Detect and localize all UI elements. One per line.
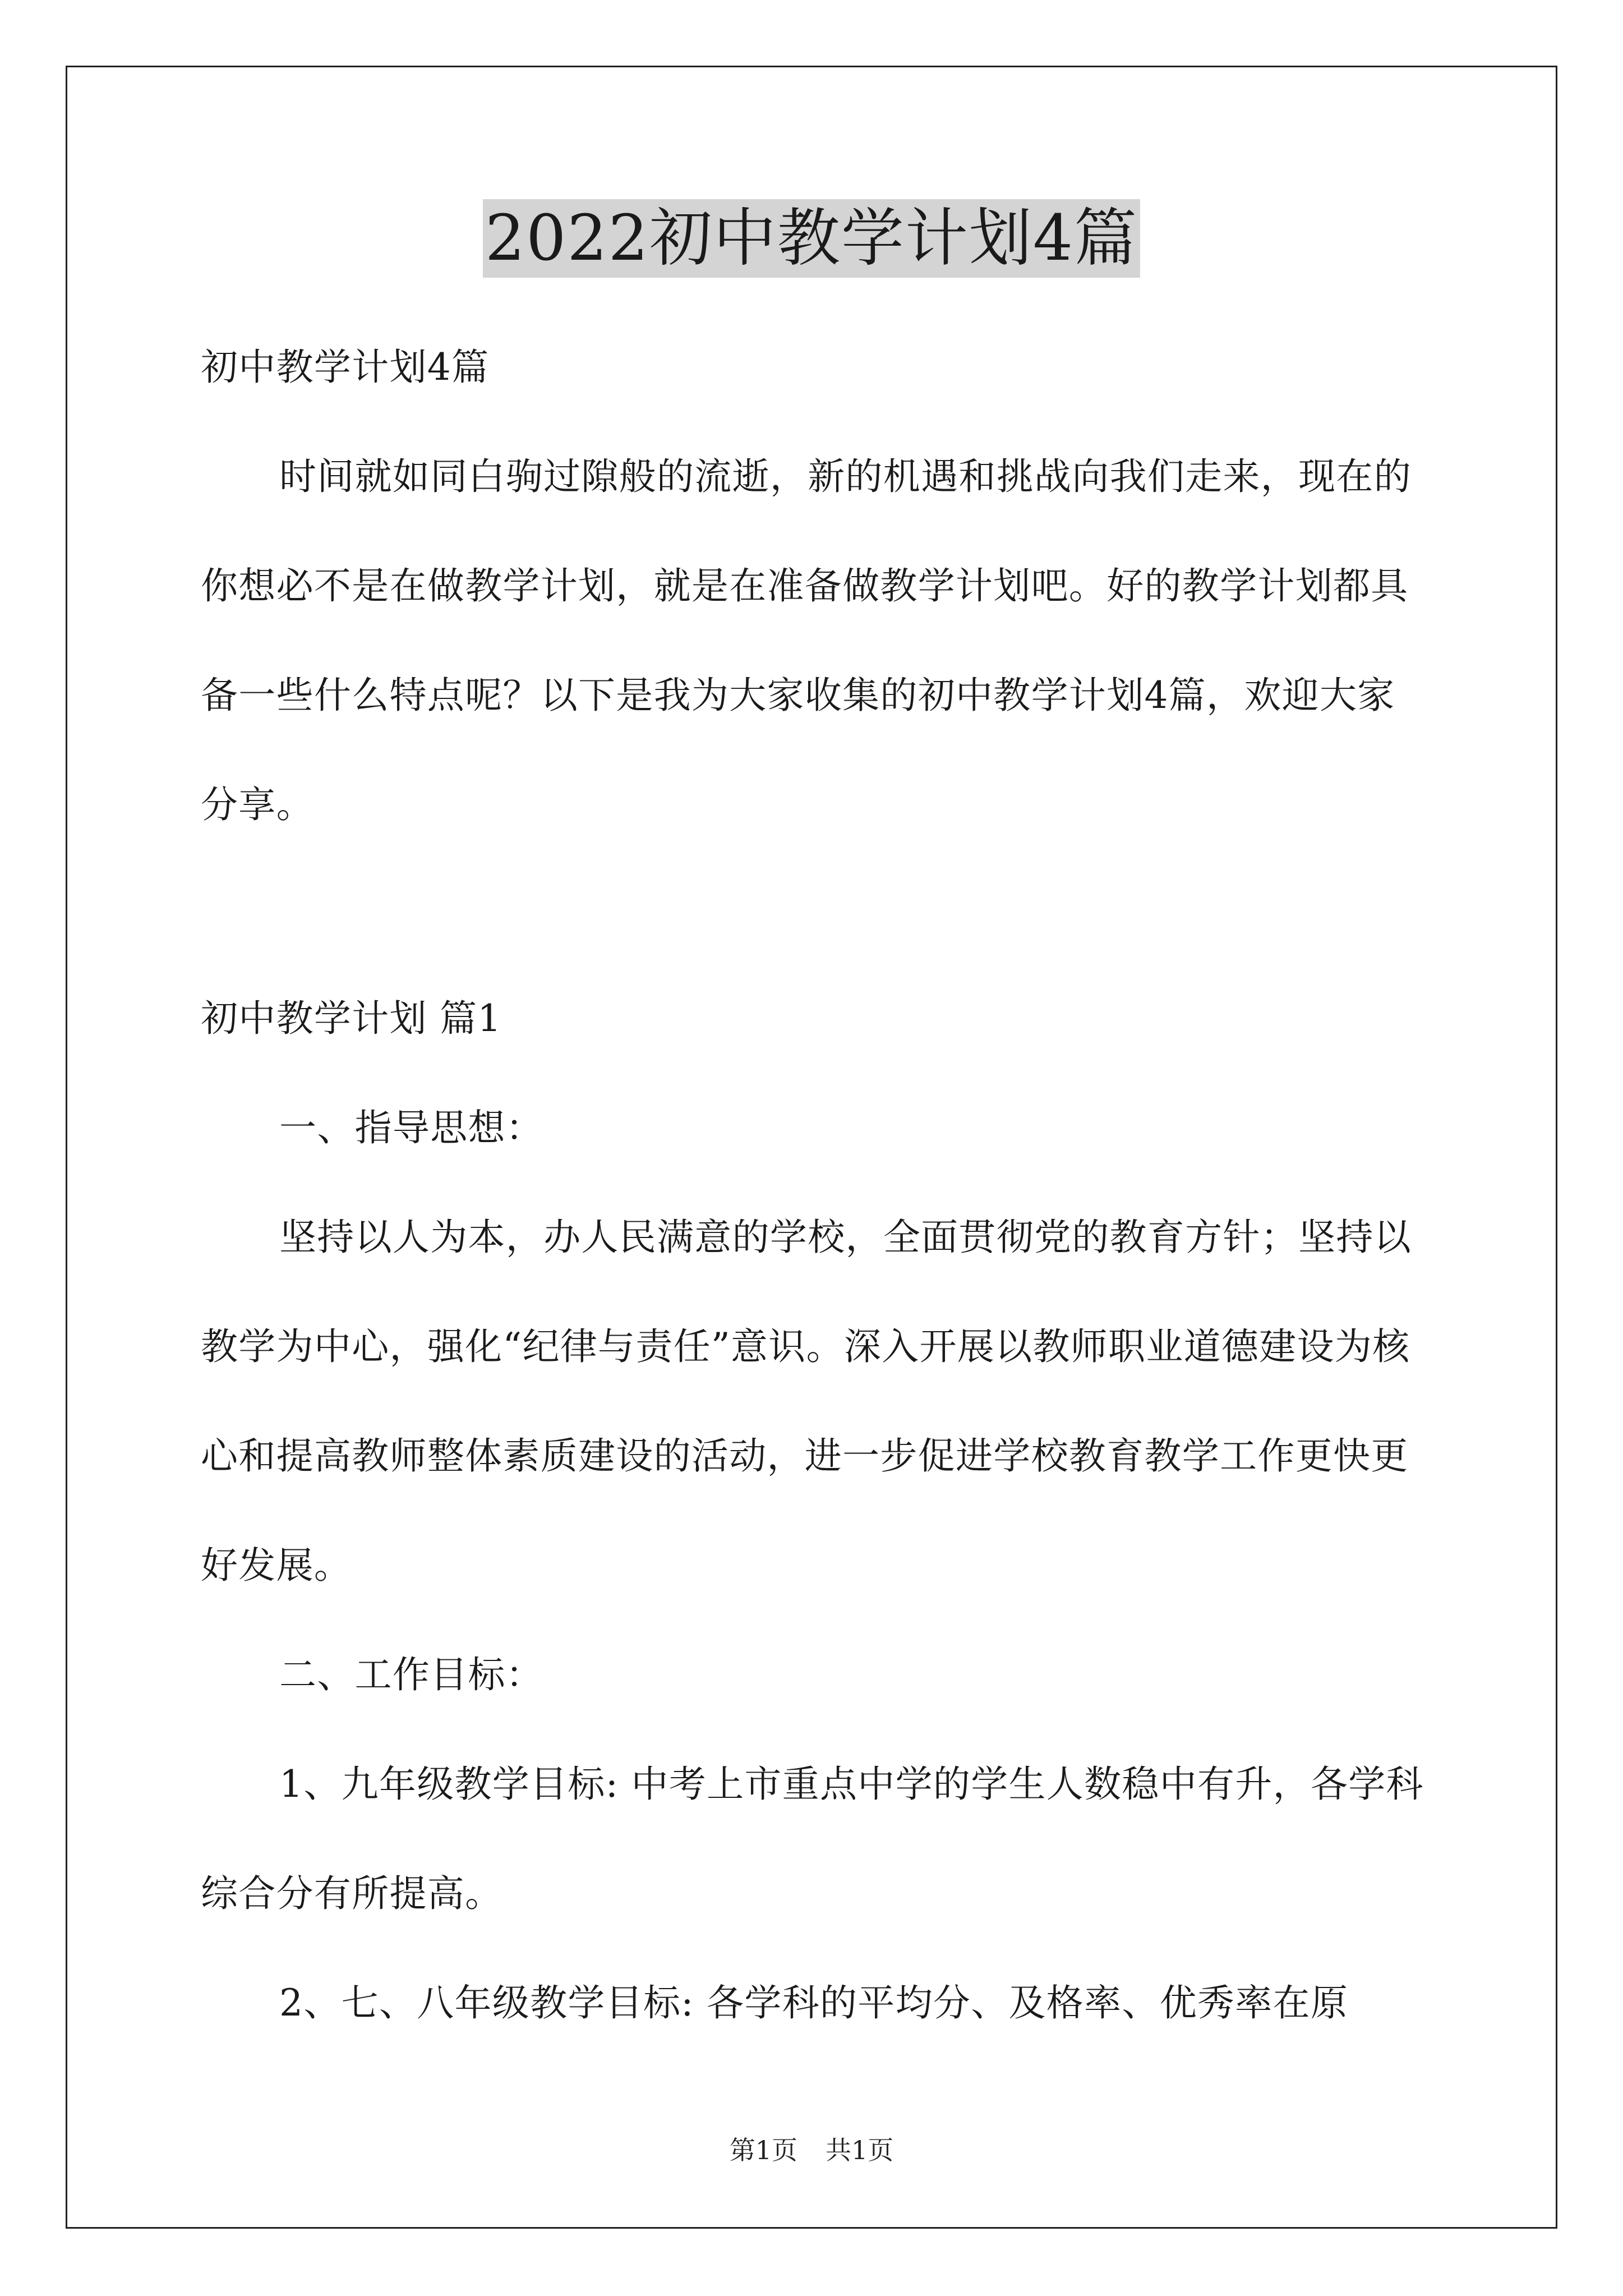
page-number: 第1页 bbox=[729, 2135, 797, 2165]
intro-heading: 初中教学计划4篇 bbox=[201, 346, 490, 389]
page-total: 共1页 bbox=[826, 2135, 894, 2165]
intro-section bbox=[201, 312, 1431, 859]
goals-heading: 二、工作目标： bbox=[279, 1653, 544, 1696]
goal-2: 2、七、八年级教学目标: 各学科的平均分、及格率、优秀率在原 bbox=[279, 1981, 1349, 2024]
guiding-paragraph: 坚持以人为本，办人民满意的学校，全面贯彻党的教育方针；坚持以教学为中心，强化“纪律与责任”意识。深入开展以教师职业道德建设为核心和提高教师整体素质建设的活动，进一步促进学校教育教学工作更快更好发展。 bbox=[201, 1216, 1412, 1587]
section-1 bbox=[201, 964, 1431, 2058]
document-title: 2022初中教学计划4篇 bbox=[483, 199, 1140, 278]
title-container bbox=[0, 199, 1623, 278]
section1-heading: 初中教学计划 篇1 bbox=[201, 997, 502, 1040]
goal-1: 1、九年级教学目标: 中考上市重点中学的学生人数稳中有升，各学科综合分有所提高。 bbox=[201, 1763, 1424, 1915]
guiding-heading: 一、指导思想： bbox=[279, 1106, 544, 1149]
intro-paragraph: 时间就如同白驹过隙般的流逝，新的机遇和挑战向我们走来，现在的你想必不是在做教学计划，就是在准备做教学计划吧。好的教学计划都具备一些什么特点呢？以下是我为大家收集的初中教学计划4篇，欢迎大家分享。 bbox=[201, 455, 1412, 826]
page-footer bbox=[0, 2133, 1623, 2167]
